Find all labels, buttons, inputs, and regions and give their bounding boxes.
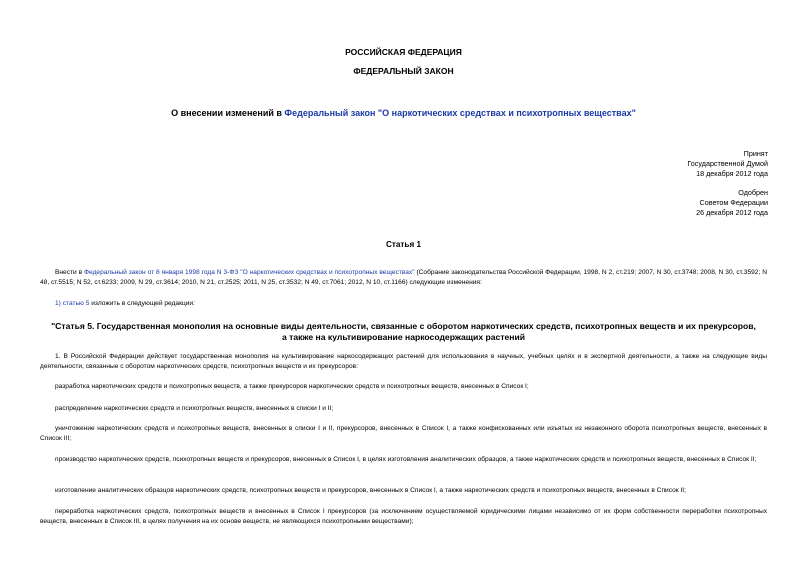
item-1-suffix: изложить в следующей редакции: [89, 300, 195, 307]
item-1-number[interactable]: 1) [55, 300, 63, 307]
article-1-heading: Статья 1 [385, 240, 422, 249]
article-5-paragraph-3: распределение наркотических средств и психотропных веществ, внесенных в списки I и II; [55, 405, 334, 412]
article-5-paragraph-1: 1. В Российской Федерации действует государственная монополия на культивирование наркосодержащих растений для использования в научных, учебных целях и в экспертной деятельности, а также на следующие виды деятельности, связанные с оборотом наркотических средств, психотропных веществ и их прекурсоров: [40, 353, 767, 370]
article-5-heading [40, 321, 767, 343]
intro-prefix: Внести в [55, 269, 85, 276]
law-title-prefix: О внесении изменений в [171, 108, 285, 118]
intro-suffix: (Собрание законодательства Российской Федерации, 1998, N 2, ст.219; 2007, N 30, ст.3748; 2008, N 30, ст.3592; N 48, ст.5515; N 52, ст.6233; 2009, N 29, ст.3614; 2010, N 21, ст.2525; 2011, N 25, ст.3532; N 49, ст.7061; 2012, N 10, ст.1166) следующие изменения: [40, 269, 767, 286]
approved-block [696, 188, 768, 218]
approved-line: Одобрен [738, 188, 768, 197]
law-type-heading: ФЕДЕРАЛЬНЫЙ ЗАКОН [353, 66, 454, 76]
country-heading: РОССИЙСКАЯ ФЕДЕРАЦИЯ [345, 47, 462, 57]
adopted-by-line: Государственной Думой [687, 159, 768, 168]
article-1-intro [40, 268, 767, 287]
adopted-block [687, 149, 768, 179]
approved-date: 26 декабря 2012 года [696, 208, 768, 217]
item-1 [40, 299, 767, 309]
intro-law-link[interactable]: Федеральный закон от 8 января 1998 года N 3-ФЗ "О наркотических средствах и психотропных веществах" [84, 269, 415, 276]
adopted-line: Принят [743, 149, 768, 158]
article-5-paragraph-4: уничтожение наркотических средств и психотропных веществ, внесенных в списки I и II, прекурсоров, внесенных в Список I, а также конфискованных или изъятых из незаконного оборота психотропных веществ, внесенных в Список III; [40, 425, 767, 442]
article-5-paragraph-6: изготовление аналитических образцов наркотических средств, психотропных веществ и прекурсоров, внесенных в Список I, а также наркотических средств и психотропных веществ, внесенных в Список II; [55, 487, 686, 494]
article-5-heading-line1: "Статья 5. Государственная монополия на основные виды деятельности, связанные с оборотом наркотических средств, психотропных веществ и их прекурсоров, [51, 321, 756, 331]
law-title [0, 108, 807, 118]
article-5-paragraph-7: переработка наркотических средств, психотропных веществ и внесенных в Список I прекурсоров (за исключением осуществляемой юридическими лицами независимо от их форм собственности переработки психотропных веществ, внесенных в Список III, в целях получения на их основе веществ, не являющихся психотропными веществами); [40, 508, 767, 525]
adopted-date: 18 декабря 2012 года [696, 169, 768, 178]
approved-by-line: Советом Федерации [699, 198, 768, 207]
law-title-link[interactable]: Федеральный закон "О наркотических средствах и психотропных веществах" [284, 108, 636, 118]
article-5-paragraph-5: производство наркотических средств, психотропных веществ и прекурсоров, внесенных в Список I, в целях изготовления аналитических образцов, а также наркотических средств и психотропных веществ, внесенных в Список II; [55, 456, 757, 463]
item-1-article-link[interactable]: статью 5 [62, 300, 90, 307]
article-5-paragraph-2: разработка наркотических средств и психотропных веществ, а также прекурсоров наркотических средств и психотропных веществ, внесенных в Список I; [55, 383, 529, 390]
article-5-heading-line2: а также на культивирование наркосодержащих растений [281, 332, 526, 342]
